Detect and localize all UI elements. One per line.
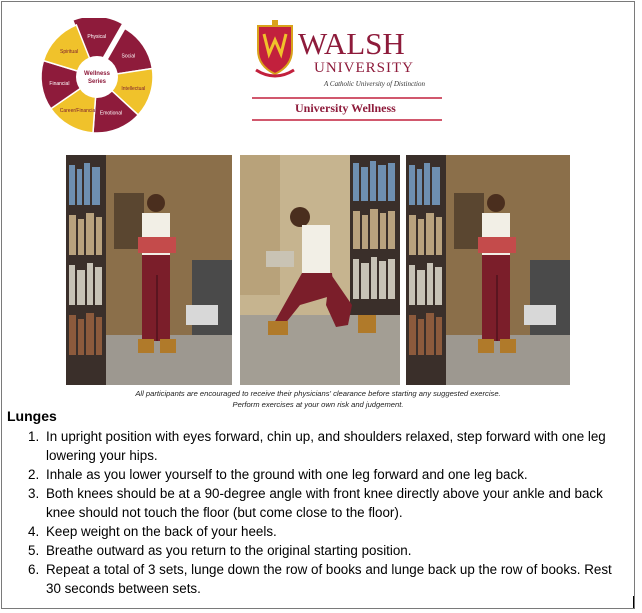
step-item: 3. Both knees should be at a 90-degree angle with front knee directly above your ankle and back knee should not touch the floor (but come close to the floor). [28,486,603,520]
wellness-wheel-logo [38,18,156,136]
step-item: 1. In upright position with eyes forward, chin up, and shoulders relaxed, step forward with one leg lowering your hips. [28,429,606,463]
lunge-start-photo [66,155,232,385]
disclaimer-line-1: All participants are encouraged to receive their physicians' clearance before starting any suggested exercise. [135,389,501,398]
wheel-center-line1: Wellness [84,71,110,77]
step-item: 4. Keep weight on the back of your heels. [28,524,277,539]
step-item: 6. Repeat a total of 3 sets, lunge down the row of books and lunge back up the row of books. Rest 30 seconds between sets. [28,562,612,596]
logo-department: University Wellness [295,101,396,115]
wheel-segment-label: Spiritual [60,49,79,56]
wheel-center-line2: Series [87,79,107,85]
step-item: 2. Inhale as you lower yourself to the ground with one leg forward and one leg back. [28,467,528,482]
step-item: 5. Breathe outward as you return to the original starting position. [28,543,412,558]
text-cursor [633,596,634,608]
wheel-segment-label: Social [121,53,136,60]
walsh-university-logo [252,20,442,124]
disclaimer-line-2: Perform exercises at your own risk and judgement. [232,400,404,409]
wheel-segment-label: Financial [49,80,70,87]
exercise-title: Lunges [7,408,57,424]
lunge-end-photo [406,155,570,385]
wheel-segment-label: Physical [87,34,107,41]
shield-icon [256,20,294,76]
disclaimer-caption [64,388,572,410]
wheel-segment-label: Career/Financial [59,107,97,114]
logo-tagline: A Catholic University of Distinction [324,80,425,88]
lunge-down-photo [240,155,400,385]
exercise-photos [66,155,570,385]
logo-subname: UNIVERSITY [314,60,414,76]
exercise-steps [28,427,628,598]
wheel-segment-label: Emotional [99,110,123,117]
wheel-segment-label: Intellectual [121,86,146,93]
logo-name: WALSH [298,26,405,61]
